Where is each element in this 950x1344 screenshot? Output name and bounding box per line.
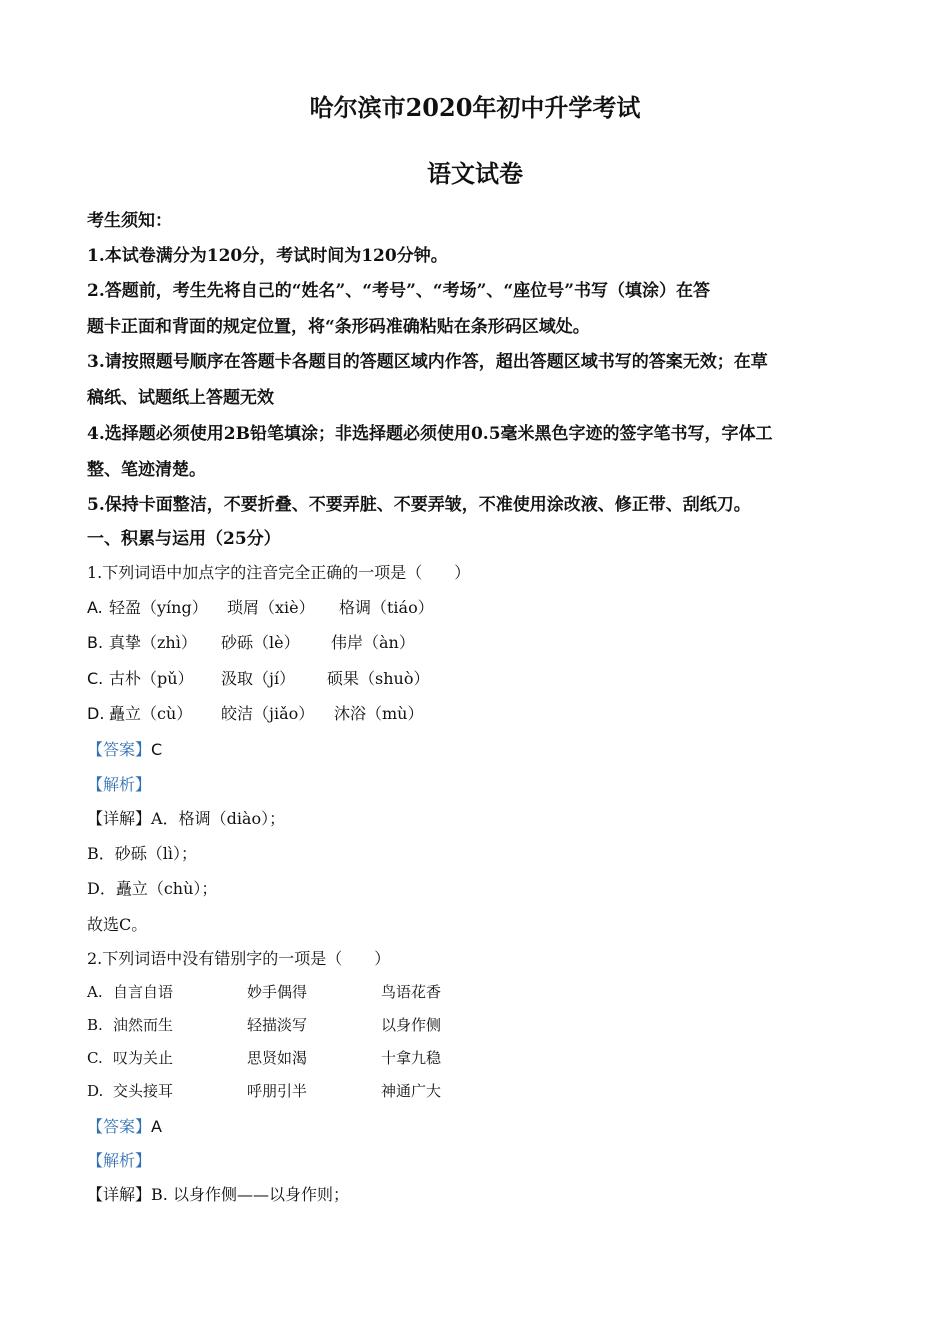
question-1-option-c	[87, 666, 429, 689]
question-1-analysis-label: 【解析】	[87, 775, 152, 794]
option-word: 皎洁（jiǎo）	[221, 704, 315, 723]
notice-item: 4.选择题必须使用2B铅笔填涂；非选择题必须使用0.5毫米黑色字迹的签字笔书写，字体工	[87, 424, 773, 444]
option-word: 叹为关止	[113, 1049, 174, 1067]
option-word: 以身作侧	[381, 1016, 442, 1034]
answer-label: 【答案】	[87, 740, 152, 759]
option-word: 伟岸（àn）	[331, 633, 415, 652]
page-subtitle: 语文试卷	[427, 159, 523, 188]
option-word: 十拿九稳	[381, 1049, 442, 1067]
answer-value: A	[151, 1117, 162, 1136]
option-letter: B.	[87, 1016, 103, 1034]
option-word: 油然而生	[113, 1016, 174, 1034]
option-word: 妙手偶得	[247, 983, 308, 1001]
option-word: 鸟语花香	[381, 983, 442, 1001]
option-letter: B.	[87, 633, 104, 652]
question-2-detail	[87, 1182, 349, 1205]
notice-heading: 考生须知：	[87, 211, 172, 231]
question-1-stem: 1.下列词语中加点字的注音完全正确的一项是（ ）	[87, 563, 471, 582]
question-1-detail	[87, 806, 285, 829]
page-title: 哈尔滨市2020年初中升学考试	[309, 93, 641, 122]
option-word: 神通广大	[381, 1082, 442, 1100]
option-letter: A.	[87, 598, 103, 617]
option-word: 矗立（cù）	[109, 704, 193, 723]
question-2-option-c	[87, 1047, 441, 1068]
option-word: 呼朋引半	[247, 1082, 308, 1100]
question-2-option-b	[87, 1014, 441, 1035]
option-word: 思贤如渴	[247, 1049, 308, 1067]
question-1-option-d	[87, 701, 423, 724]
option-word: 砂砾（lè）	[221, 633, 300, 652]
notice-item: 3.请按照题号顺序在答题卡各题目的答题区域内作答，超出答题区域书写的答案无效；在草	[87, 352, 768, 372]
notice-item: 整、笔迹清楚。	[87, 460, 206, 480]
option-letter: C.	[87, 1049, 103, 1067]
question-2-option-d	[87, 1080, 441, 1101]
option-word: 沐浴（mù）	[334, 704, 424, 723]
option-word: 轻描淡写	[247, 1016, 308, 1034]
detail-label: 【详解】	[87, 1185, 152, 1204]
question-1-answer	[87, 737, 162, 760]
option-word: 自言自语	[113, 983, 174, 1001]
option-word: 古朴（pǔ）	[109, 669, 194, 688]
notice-item: 稿纸、试题纸上答题无效	[87, 388, 274, 408]
option-letter: C.	[87, 669, 104, 688]
notice-item: 题卡正面和背面的规定位置，将“条形码准确粘贴在条形码区域处。	[87, 317, 590, 337]
option-word: 汲取（jí）	[221, 669, 296, 688]
option-letter: D.	[87, 1082, 104, 1100]
option-word: 交头接耳	[113, 1082, 174, 1100]
question-1-option-b	[87, 630, 415, 653]
question-1-detail-line: B．砂砾（lì）；	[87, 844, 197, 863]
detail-text: B. 以身作侧——以身作则；	[151, 1185, 349, 1204]
answer-label: 【答案】	[87, 1117, 152, 1136]
question-2-analysis-label: 【解析】	[87, 1151, 152, 1170]
option-word: 轻盈（yíng）	[109, 598, 208, 617]
detail-label: 【详解】	[87, 809, 152, 828]
option-letter: D.	[87, 704, 105, 723]
option-word: 格调（tiáo）	[339, 598, 434, 617]
notice-item: 5.保持卡面整洁，不要折叠、不要弄脏、不要弄皱，不准使用涂改液、修正带、刮纸刀。	[87, 495, 751, 515]
option-word: 真挚（zhì）	[109, 633, 197, 652]
option-word: 琐屑（xiè）	[227, 598, 315, 617]
answer-value: C	[151, 740, 163, 759]
section-heading: 一、积累与运用（25分）	[87, 529, 281, 549]
option-word: 硕果（shuò）	[327, 669, 430, 688]
question-1-detail-line: D．矗立（chù）；	[87, 879, 218, 898]
question-1-option-a	[87, 595, 434, 618]
question-1-detail-line: 故选C。	[87, 915, 148, 934]
notice-item: 1.本试卷满分为120分，考试时间为120分钟。	[87, 246, 448, 266]
option-letter: A.	[87, 983, 103, 1001]
detail-text: A．格调（diào）；	[151, 809, 286, 828]
question-2-option-a	[87, 981, 441, 1002]
notice-item: 2.答题前，考生先将自己的“姓名”、“考号”、“考场”、“座位号”书写（填涂）在答	[87, 281, 710, 301]
question-2-stem: 2.下列词语中没有错别字的一项是（ ）	[87, 949, 391, 968]
question-2-answer	[87, 1114, 162, 1137]
